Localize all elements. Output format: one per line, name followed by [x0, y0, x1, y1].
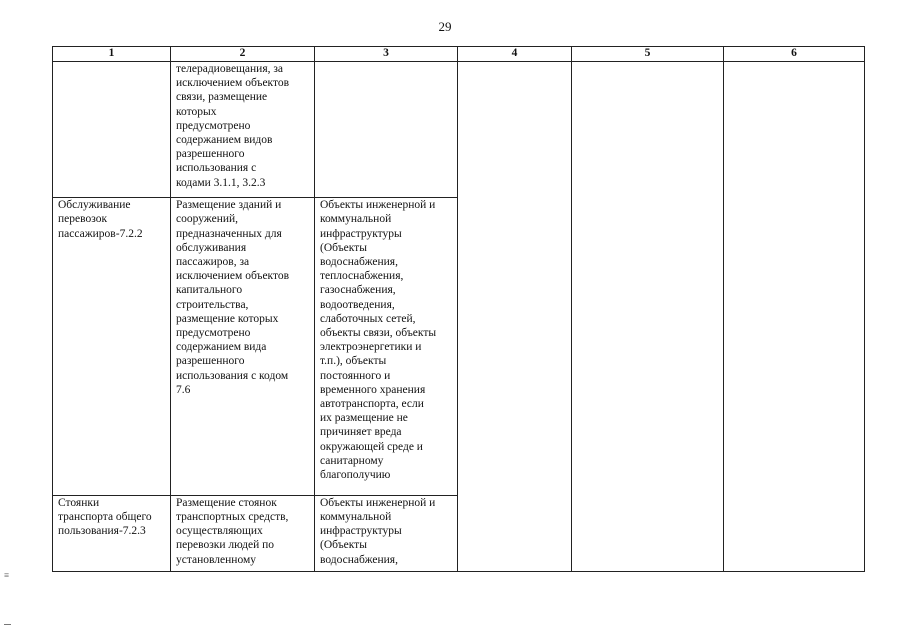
- cell-text: Объекты инженерной и коммунальной инфраструктуры (Объекты водоснабжения, теплоснабжения, газоснабжения, водоотведения, слаботочных сетей, объекты связи, объекты электроэнергетики и т.п.), объекты постоянного и временного хранения автотранспорта, если их размещение не причиняет вреда окружающей среде и санитарному благополучию: [320, 199, 437, 481]
- margin-scan-mark: ≡: [4, 570, 10, 580]
- cell-description: [171, 62, 315, 198]
- cell-column-4: [458, 62, 572, 572]
- zoning-table: [52, 46, 865, 572]
- cell-text: Обслуживание перевозок пассажиров-7.2.2: [58, 199, 143, 240]
- column-header-2: 2: [171, 47, 315, 62]
- table-header-row: [53, 47, 865, 62]
- page-number: 29: [438, 19, 452, 34]
- cell-text: телерадиовещания, за исключением объектов связи, размещение которых предусмотрено содержанием видов разрешенного использования с кодами 3.1.1, 3.2.3: [176, 63, 290, 189]
- cell-description: [171, 198, 315, 496]
- column-header-1: 1: [53, 47, 171, 62]
- cell-text: Стоянки транспорта общего пользования-7.2.3: [58, 496, 152, 538]
- cell-text: Размещение зданий и сооружений, предназначенных для обслуживания пассажиров, за исключением объектов капитального строительства, размещение которых предусмотрено содержанием вида разрешенного использования с кодом 7.6: [176, 199, 290, 396]
- cell-text: Объекты инженерной и коммунальной инфраструктуры (Объекты водоснабжения,: [320, 496, 436, 566]
- column-header-4: 4: [458, 47, 572, 62]
- cell-column-5: [572, 62, 724, 572]
- table-row: [53, 62, 865, 198]
- cell-auxiliary-objects: [315, 62, 458, 198]
- cell-column-6: [724, 62, 865, 572]
- column-header-3: 3: [315, 47, 458, 62]
- column-header-6: 6: [724, 47, 865, 62]
- cell-auxiliary-objects: [315, 495, 458, 571]
- cell-use-type: [53, 62, 171, 198]
- cell-use-type: [53, 495, 171, 571]
- cell-text: Размещение стоянок транспортных средств, осуществляющих перевозки людей по установленному: [176, 496, 289, 566]
- cell-auxiliary-objects: [315, 198, 458, 496]
- column-header-5: 5: [572, 47, 724, 62]
- cell-description: [171, 495, 315, 571]
- cell-use-type: [53, 198, 171, 496]
- margin-scan-dash: [4, 624, 11, 625]
